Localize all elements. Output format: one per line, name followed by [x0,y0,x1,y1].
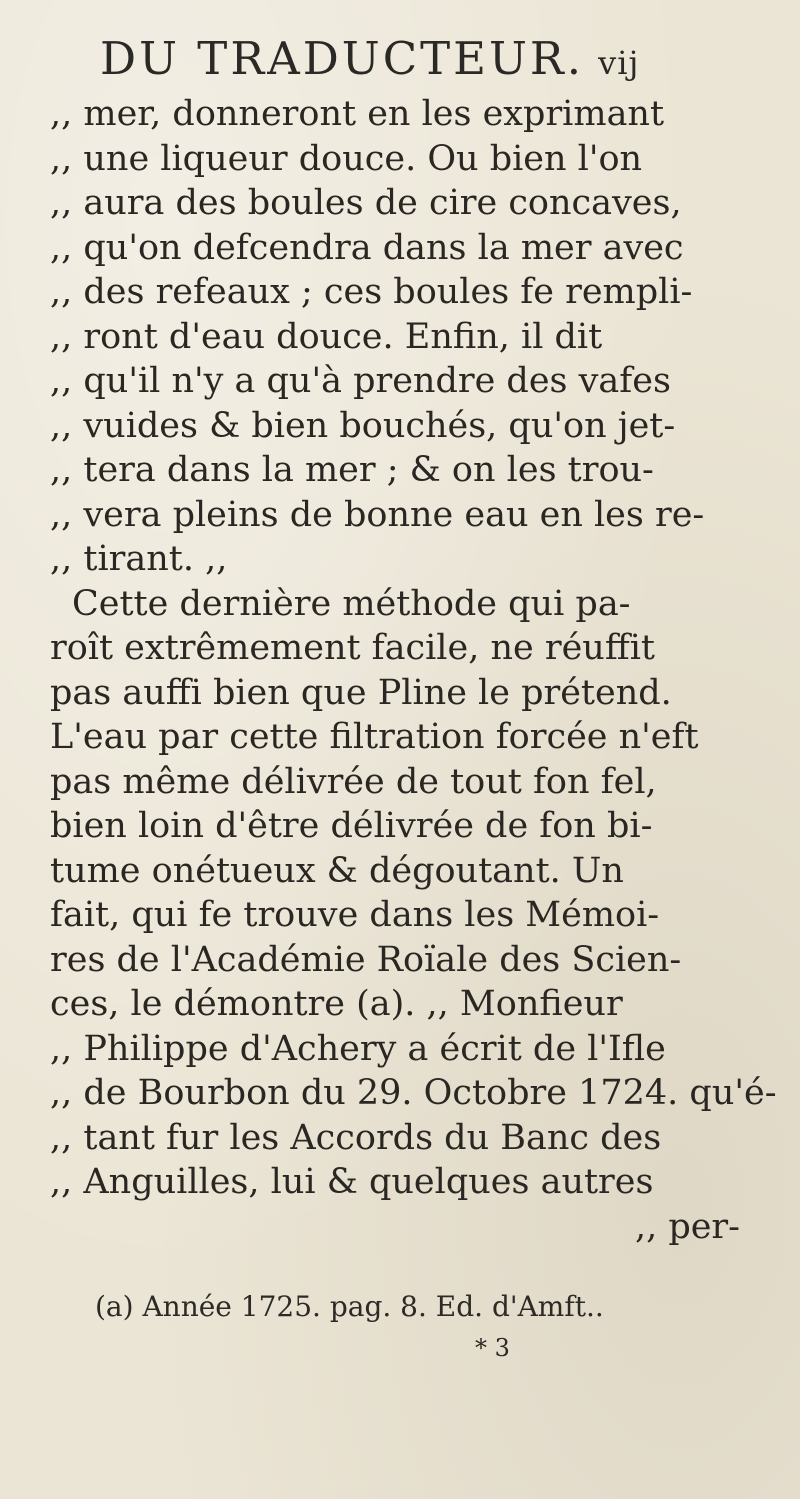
page-number: vij [598,44,640,82]
text-line: ces, le démontre (a). ,, Monfieur [50,984,623,1024]
running-title: DU TRADUCTEUR. [100,32,585,85]
text-line: ,, mer, donneront en les exprimant [50,94,665,134]
text-line: ,, qu'on defcendra dans la mer avec [50,227,684,268]
text-line: ,, tant fur les Accords du Banc des [50,1117,662,1158]
signature-mark: * 3 [475,1334,510,1362]
text-line: ,, vuides & bien bouchés, qu'on jet- [50,405,676,446]
text-line: L'eau par cette filtration forcée n'eft [50,717,699,757]
text-line: ,, tera dans la mer ; & on les trou- [50,450,654,490]
text-line: pas même délivrée de tout fon fel, [50,761,657,802]
text-line: ,, Anguilles, lui & quelques autres [50,1162,654,1202]
text-line: ,, aura des boules de cire concaves, [50,183,682,223]
catchword: ,, per- [634,1206,740,1247]
paragraph-start-line: Cette dernière méthode qui pa- [72,583,631,624]
text-line: roît extrêmement facile, ne réuffit [50,628,655,668]
body-text [50,92,777,1249]
running-header [100,32,760,85]
text-line: ,, vera pleins de bonne eau en les re- [50,494,705,535]
text-line: fait, qui fe trouve dans les Mémoi- [50,895,660,935]
text-line: ,, qu'il n'y a qu'à prendre des vafes [50,361,671,401]
text-line: res de l'Académie Roïale des Scien- [50,939,682,980]
text-line: tume onétueux & dégoutant. Un [50,850,624,891]
text-line: ,, Philippe d'Achery a écrit de l'Ifle [50,1028,666,1069]
footnote: (a) Année 1725. pag. 8. Ed. d'Amft.. [95,1290,604,1323]
text-line: ,, des refeaux ; ces boules fe rempli- [50,272,693,312]
text-line: ,, de Bourbon du 29. Octobre 1724. qu'é- [50,1073,777,1113]
text-line: ,, une liqueur douce. Ou bien l'on [50,138,643,179]
text-line: bien loin d'être délivrée de fon bi- [50,806,653,846]
text-line: ,, tirant. ,, [50,539,228,579]
text-line: pas auffi bien que Pline le prétend. [50,672,672,713]
text-line: ,, ront d'eau douce. Enfin, il dit [50,316,603,357]
